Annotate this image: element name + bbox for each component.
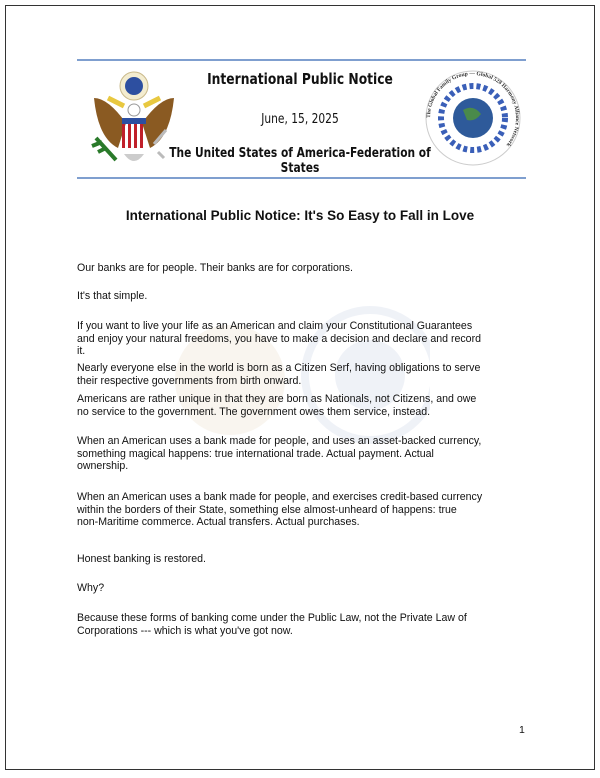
paragraph-line: Why? xyxy=(77,582,105,594)
paragraph-line: Corporations --- which is what you've got now. xyxy=(77,624,293,637)
paragraph-line: When an American uses a bank made for people, and uses an asset-backed currency, xyxy=(77,435,482,447)
header-issuer: The United States of America-Federation of States xyxy=(169,146,431,176)
paragraph-line: their respective governments from birth onward. xyxy=(77,374,302,387)
paragraph xyxy=(77,553,206,566)
paragraph xyxy=(77,262,353,275)
paragraph xyxy=(77,320,481,358)
paragraph-line: Our banks are for people. Their banks are for corporations. xyxy=(77,262,353,274)
header-title: International Public Notice xyxy=(207,70,393,88)
page-number: 1 xyxy=(519,724,525,736)
paragraph-line: If you want to live your life as an American and claim your Constitutional Guarantees xyxy=(77,320,473,332)
paragraph-line: It's that simple. xyxy=(77,290,148,302)
paragraph xyxy=(77,612,467,637)
paragraph xyxy=(77,362,480,387)
paragraph-line: When an American uses a bank made for people, and exercises credit-based currency xyxy=(77,491,483,503)
paragraph-line: non-Maritime commerce. Actual transfers. Actual purchases. xyxy=(77,516,360,529)
paragraph-line: within the borders of their State, something else almost-unheard of happens: true xyxy=(77,503,457,516)
paragraph xyxy=(77,290,147,303)
paragraph-line: something magical happens: true international trade. Actual payment. Actual xyxy=(77,447,434,460)
header-date: June, 15, 2025 xyxy=(261,112,339,127)
paragraph-line: Nearly everyone else in the world is born as a Citizen Serf, having obligations to serve xyxy=(77,362,481,374)
paragraph xyxy=(77,491,482,529)
seal-ring-textpath: The Global Family Group — Global 528 Harmony Alliance Network xyxy=(425,70,521,148)
header-rule-bottom xyxy=(77,177,526,179)
document-title: International Public Notice: It's So Easy to Fall in Love xyxy=(125,208,475,223)
paragraph xyxy=(77,393,476,418)
paragraph-line: Americans are rather unique in that they are born as Nationals, not Citizens, and owe xyxy=(77,393,477,405)
paragraph-line: Because these forms of banking come under the Public Law, not the Private Law of xyxy=(77,612,467,624)
paragraph-line: ownership. xyxy=(77,460,129,473)
paragraph xyxy=(77,435,481,473)
paragraph-line: Honest banking is restored. xyxy=(77,553,206,565)
paragraph-line: and enjoy your natural freedoms, you have to make a decision and declare and record xyxy=(77,332,481,345)
paragraph-line: no service to the government. The government owes them service, instead. xyxy=(77,405,431,418)
paragraph-line: it. xyxy=(77,345,86,358)
paragraph xyxy=(77,582,104,595)
